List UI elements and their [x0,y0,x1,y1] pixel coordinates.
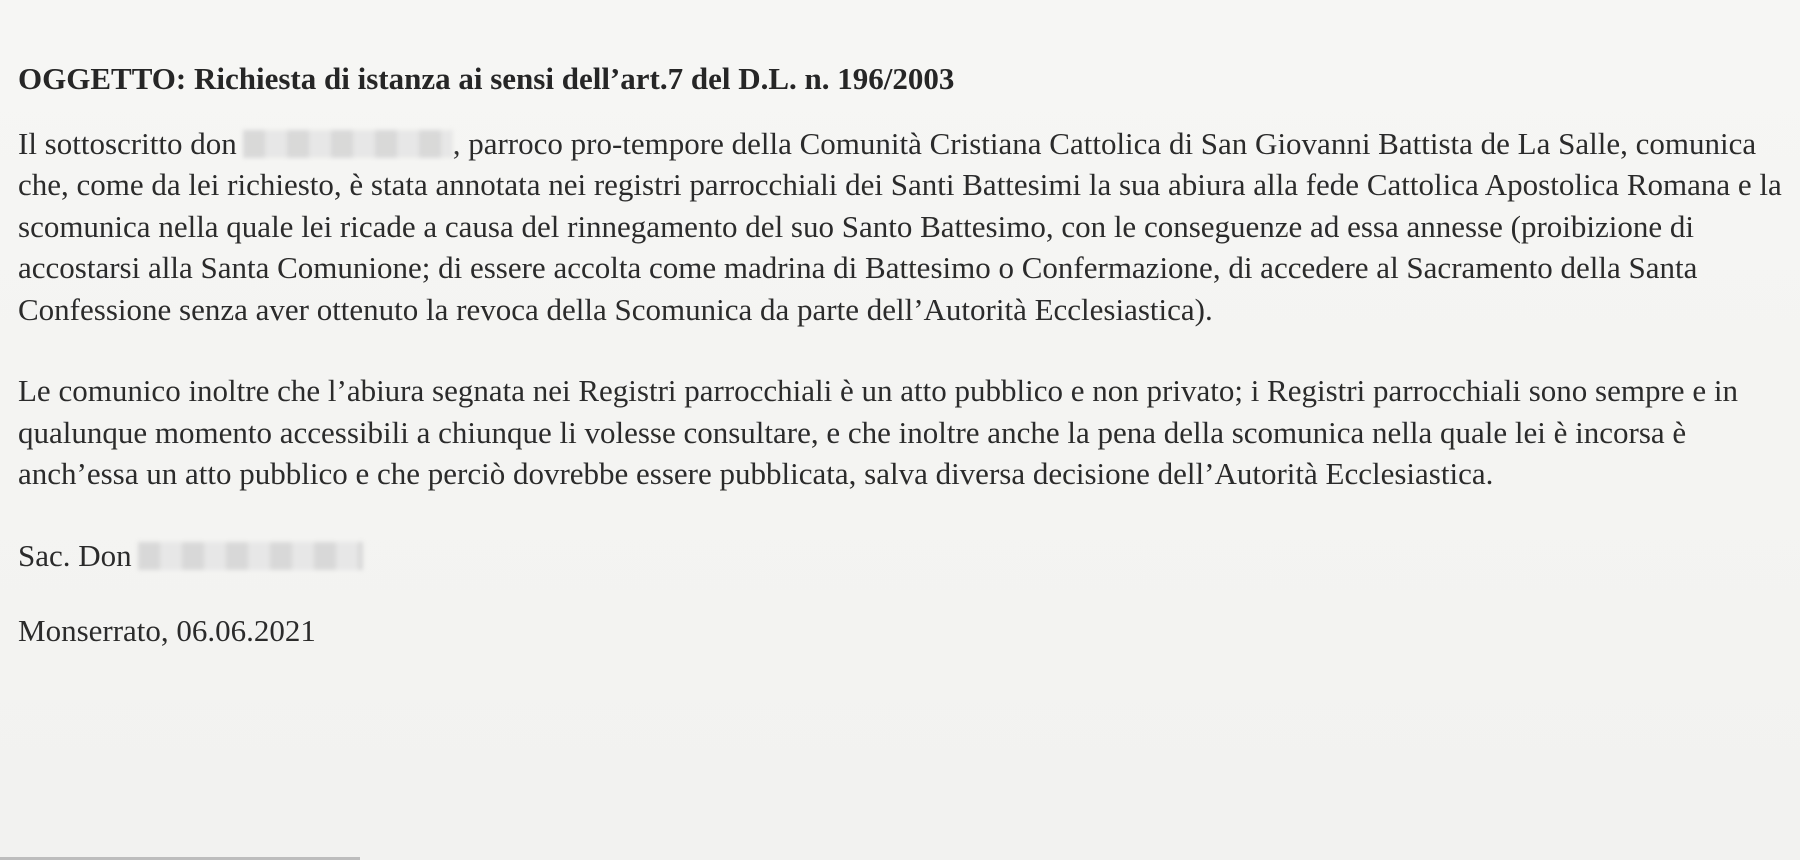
signature-line [18,535,1788,577]
letter-subject: OGGETTO: Richiesta di istanza ai sensi dell’art.7 del D.L. n. 196/2003 [18,61,955,96]
place-date: Monserrato, 06.06.2021 [18,613,316,648]
paragraph-2: Le comunico inoltre che l’abiura segnata nei Registri parrocchiali è un atto pubblico e non privato; i Registri parrocchiali sono sempre e in qualunque momento accessibili a chiunque li volesse consultare, e che inoltre anche la pena della scomunica nella quale lei è incorsa è anch’essa un atto pubblico e che perciò dovrebbe essere pubblicata, salva diversa decisione dell’Autorità Ecclesiastica. [18,373,1738,491]
paragraph-1-start: Il sottoscritto don [18,125,237,161]
letter-body [18,58,1788,692]
paragraph-1 [18,123,1788,331]
paragraph-1-rest: , parroco pro-tempore della Comunità Cristiana Cattolica di San Giovanni Battista de La Salle, comunica che, come da lei richiesto, è stata annotata nei registri parrocchiali dei Santi Battesimi la sua abiura alla fede Cattolica Apostolica Romana e la scomunica nella quale lei ricade a causa del rinnegamento del suo Santo Battesimo, con le conseguenze ad essa annesse (proibizione di accostarsi alla Santa Comunione; di essere accolta come madrina di Battesimo o Confermazione, di accedere al Sacramento della Santa Confessione senza aver ottenuto la revoca della Scomunica da parte dell’Autorità Ecclesiastica). [18,125,1782,327]
redacted-name [243,130,453,158]
signature-prefix: Sac. Don [18,537,132,573]
redacted-signature-name [138,542,363,570]
